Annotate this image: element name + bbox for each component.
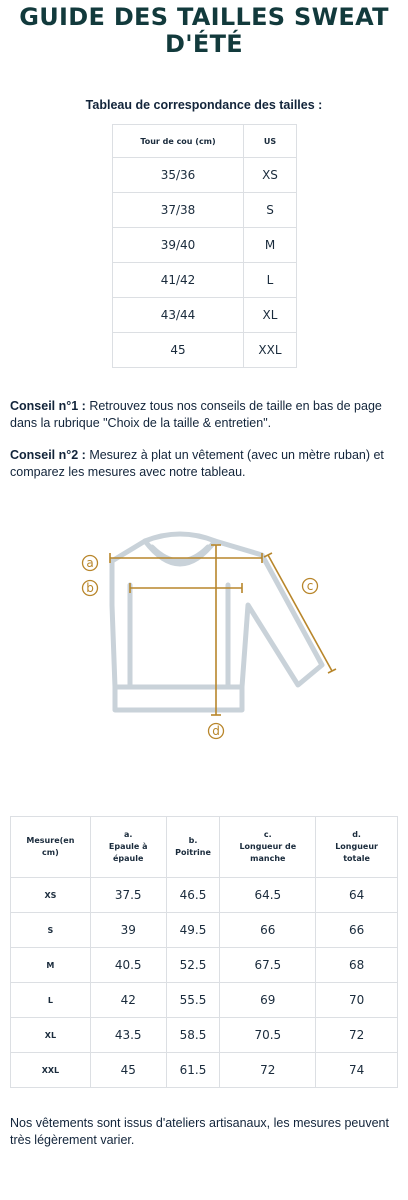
- table-cell: 52.5: [166, 948, 220, 983]
- header-neck-size: Tour de cou (cm): [113, 125, 244, 158]
- table-cell: XS: [244, 158, 297, 193]
- table-cell: 66: [220, 913, 316, 948]
- table-cell: 41/42: [113, 263, 244, 298]
- table-cell: 35/36: [113, 158, 244, 193]
- title-line-2: D'ÉTÉ: [165, 30, 243, 58]
- table-cell: L: [244, 263, 297, 298]
- table-cell: 45: [113, 333, 244, 368]
- table-cell: 45: [90, 1053, 166, 1088]
- size-cell: XS: [11, 878, 91, 913]
- table-cell: 72: [316, 1018, 398, 1053]
- label-b: b: [86, 581, 94, 595]
- table-cell: 72: [220, 1053, 316, 1088]
- table-row: [113, 193, 297, 228]
- tip-1: [10, 398, 400, 431]
- table-cell: 39: [90, 913, 166, 948]
- tip-2-label: Conseil n°2 :: [10, 448, 86, 462]
- correspondence-table-title: Tableau de correspondance des tailles :: [85, 98, 323, 112]
- table-row: [11, 1018, 398, 1053]
- table-row: [11, 948, 398, 983]
- size-correspondence-table: [112, 124, 297, 368]
- table-cell: 68: [316, 948, 398, 983]
- tip-1-label: Conseil n°1 :: [10, 399, 86, 413]
- table-cell: 61.5: [166, 1053, 220, 1088]
- footer-note: Nos vêtements sont issus d'ateliers artisanaux, les mesures peuvent très légèrement varier.: [10, 1116, 389, 1147]
- tip-1-text: Retrouvez tous nos conseils de taille en bas de page dans la rubrique "Choix de la taille & entretien".: [10, 399, 382, 430]
- table-cell: 69: [220, 983, 316, 1018]
- sweater-measurement-diagram: [70, 525, 345, 745]
- size-cell: L: [11, 983, 91, 1018]
- table-row: [113, 333, 297, 368]
- table-row: [11, 913, 398, 948]
- size-cell: XL: [11, 1018, 91, 1053]
- sweater-illustration: [112, 534, 322, 710]
- table-row: [11, 1053, 398, 1088]
- label-a: a: [86, 556, 94, 570]
- tip-2: [10, 447, 400, 480]
- size-cell: XXL: [11, 1053, 91, 1088]
- table-cell: 49.5: [166, 913, 220, 948]
- table-cell: M: [244, 228, 297, 263]
- table-row: [113, 298, 297, 333]
- table-cell: 37/38: [113, 193, 244, 228]
- table-cell: 74: [316, 1053, 398, 1088]
- table-cell: XXL: [244, 333, 297, 368]
- header-size: Mesure(en cm): [11, 817, 91, 878]
- table-row: [113, 263, 297, 298]
- table-cell: 42: [90, 983, 166, 1018]
- header-us: US: [244, 125, 297, 158]
- header-length: d. Longueur totale: [316, 817, 398, 878]
- table-cell: XL: [244, 298, 297, 333]
- table-row: [11, 878, 398, 913]
- table-cell: 55.5: [166, 983, 220, 1018]
- table-cell: 46.5: [166, 878, 220, 913]
- label-c: c: [306, 579, 314, 593]
- table-cell: 39/40: [113, 228, 244, 263]
- title-line-1: GUIDE DES TAILLES SWEAT: [19, 3, 389, 31]
- table-cell: 66: [316, 913, 398, 948]
- table-cell: 37.5: [90, 878, 166, 913]
- header-sleeve: c. Longueur de manche: [220, 817, 316, 878]
- table-row: [113, 228, 297, 263]
- page-title: [0, 4, 408, 58]
- table-header-row: [113, 125, 297, 158]
- table-row: [11, 983, 398, 1018]
- table-cell: 67.5: [220, 948, 316, 983]
- table-cell: 64.5: [220, 878, 316, 913]
- table-header-row: [11, 817, 398, 878]
- tip-2-text: Mesurez à plat un vêtement (avec un mètre ruban) et comparez les mesures avec notre tableau.: [10, 448, 384, 479]
- table-cell: 70.5: [220, 1018, 316, 1053]
- label-d: d: [212, 724, 220, 738]
- table-cell: 58.5: [166, 1018, 220, 1053]
- header-shoulder: a. Epaule à épaule: [90, 817, 166, 878]
- size-cell: M: [11, 948, 91, 983]
- size-cell: S: [11, 913, 91, 948]
- table-cell: 40.5: [90, 948, 166, 983]
- table-cell: 43.5: [90, 1018, 166, 1053]
- header-chest: b. Poitrine: [166, 817, 220, 878]
- table-cell: 43/44: [113, 298, 244, 333]
- table-cell: S: [244, 193, 297, 228]
- table-cell: 64: [316, 878, 398, 913]
- table-row: [113, 158, 297, 193]
- measurements-table: [10, 816, 398, 1088]
- table-cell: 70: [316, 983, 398, 1018]
